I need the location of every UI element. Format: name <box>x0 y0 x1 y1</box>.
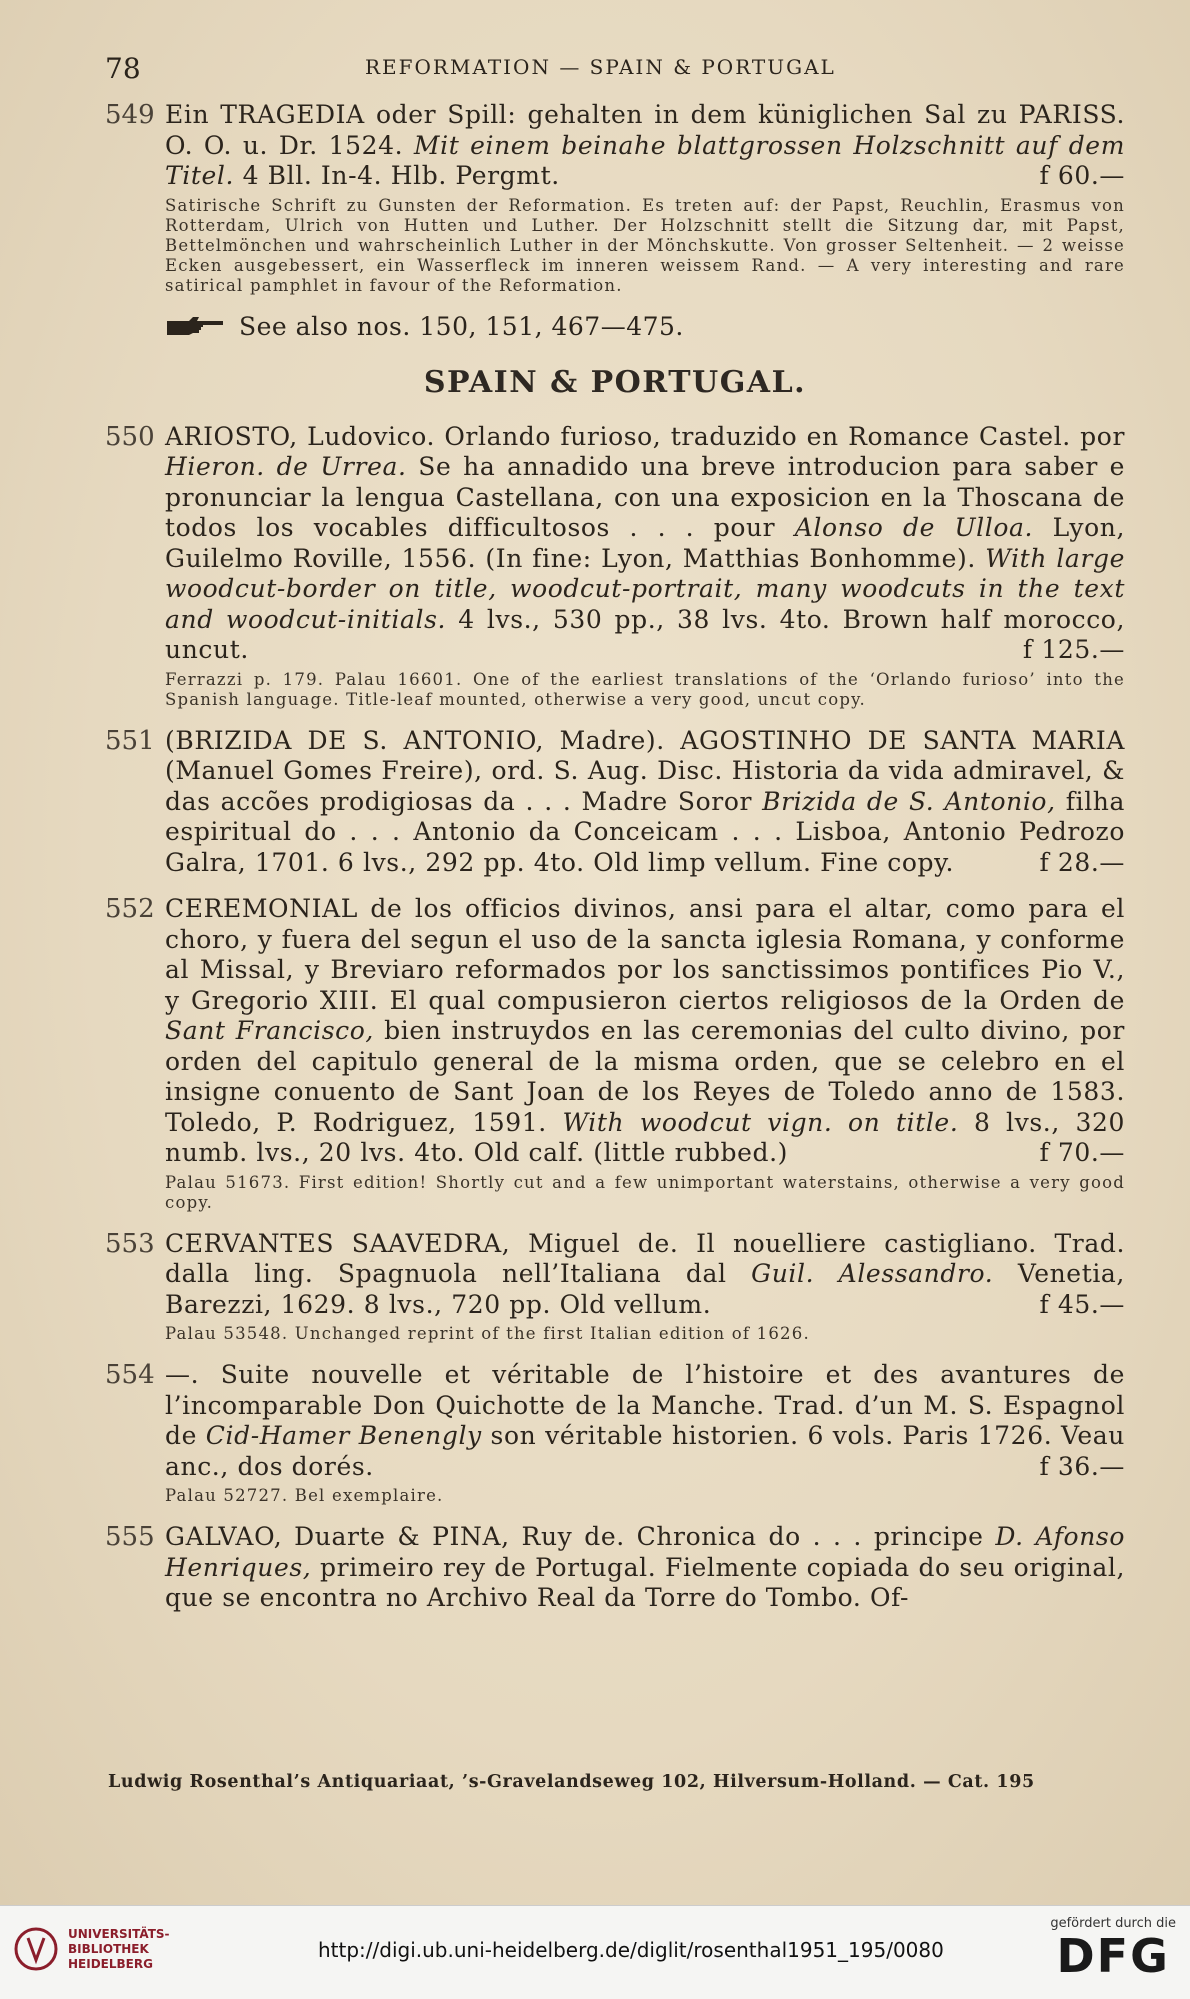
price: f 36.— <box>1039 1451 1125 1481</box>
entry-text-part: CEREMONIAL de los officios divinos, ansi para el altar, como para el choro, y fuera del segun el uso de la sancta iglesia Romana, y conforme al Missal, y Breviaro reformados por los sanctissimos pontifices Pio V., y Gregorio XIII. El qual compusieron ciertos religiosos de la Orden de <box>165 894 1125 1015</box>
page-number: 78 <box>105 52 141 85</box>
see-also-text: See also nos. 150, 151, 467—475. <box>239 311 684 341</box>
university-library-logo[interactable] <box>14 1924 178 1974</box>
price: f 60.— <box>1039 161 1125 190</box>
entry-text-part: primeiro rey de Portugal. Fielmente copiada do seu original, que se encontra no Archivo Real da Torre do Tombo. Of- <box>165 1552 1125 1612</box>
entry-text <box>165 726 1125 879</box>
price: f 45.— <box>1039 1289 1125 1319</box>
pointing-hand-icon <box>165 315 225 337</box>
funding-caption: gefördert durch die <box>1050 1916 1176 1931</box>
entry-italic: Cid-Hamer Benengly <box>205 1421 482 1450</box>
entry-number: 554 <box>105 1360 155 1390</box>
entry-italic: With large woodcut-border on title, woodcut-portrait, many woodcuts in the text and woodcut-initials. <box>165 543 1125 634</box>
entry-text-part: CERVANTES SAAVEDRA, Miguel de. Il nouelliere castigliano. Trad. dalla ling. Spagnuola nell’Italiana dal <box>165 1228 1125 1288</box>
entry-text-part: filha espiritual do . . . Antonio da Conceicam . . . Lisboa, Antonio Pedrozo Galra, 1701. 6 lvs., 292 pp. 4to. Old limp vellum. Fine copy. <box>165 786 1125 877</box>
price: f 28.— <box>1039 847 1125 877</box>
entry-text-part: GALVAO, Duarte & PINA, Ruy de. Chronica do . . . principe <box>165 1522 996 1551</box>
entry-text <box>165 1360 1125 1482</box>
permalink-url[interactable]: http://digi.ub.uni-heidelberg.de/diglit/rosenthal1951_195/0080 <box>318 1938 944 1962</box>
entry-text <box>165 1522 1125 1614</box>
entry-text <box>165 100 1125 192</box>
entry-number: 552 <box>105 894 155 924</box>
entry-note: Satirische Schrift zu Gunsten der Reformation. Es treten auf: der Papst, Reuchlin, Erasmus von Rotterdam, Ulrich von Hutten und Luther. Der Holzschnitt stellt die Sitzung dar, mit Papst, Bettelmönchen und wahrscheinlich Luther in der Mönchskutte. Von grosser Seltenheit. — 2 weisse Ecken ausgebessert, ein Wasserfleck im inneren weissem Rand. — A very interesting and rare satirical pamphlet in favour of the Reformation. <box>165 195 1125 295</box>
entry-text-part: bien instruydos en las ceremonias del culto divino, por orden del capitulo general de la misma orden, que se celebro en el insigne conuento de Sant Joan de los Reyes de Toledo anno de 1583. Toledo, P. Rodriguez, 1591. <box>165 1016 1125 1137</box>
entry-text-part: Venetia, Barezzi, 1629. 8 lvs., 720 pp. Old vellum. <box>165 1259 1125 1319</box>
dfg-funding[interactable] <box>1050 1916 1176 1981</box>
entry-italic: Alonso de Ulloa. <box>794 513 1034 542</box>
entry-italic: Sant Francisco, <box>165 1016 374 1045</box>
catalog-entry-549 <box>105 100 1125 296</box>
price: f 125.— <box>1022 635 1125 664</box>
entry-note: Palau 53548. Unchanged reprint of the first Italian edition of 1626. <box>165 1324 810 1343</box>
entry-text-part: 4 lvs., 530 pp., 38 lvs. 4to. Brown half morocco, uncut. <box>165 604 1125 664</box>
entry-text-part: (BRIZIDA DE S. ANTONIO, Madre). AGOSTINHO DE SANTA MARIA (Manuel Gomes Freire), ord. S. Aug. Disc. Historia da vida admiravel, & das accões prodigiosas da . . . Madre Soror <box>165 725 1125 816</box>
entry-text-part: —. Suite nouvelle et véritable de l’histoire et des avantures de l’incomparable Don Quichotte de la Manche. Trad. d’un M. S. Espagnol de <box>165 1360 1125 1450</box>
entry-number: 555 <box>105 1522 155 1552</box>
entry-text <box>165 1229 1125 1321</box>
page-content <box>105 100 1125 1630</box>
catalog-entry-554 <box>105 1360 1125 1506</box>
entry-italic: Brizida de S. Antonio, <box>762 786 1056 816</box>
dfg-logo: DFG <box>1056 1929 1170 1983</box>
running-title: REFORMATION — SPAIN & PORTUGAL <box>365 55 836 79</box>
viewer-footer-bar <box>0 1905 1190 1999</box>
entry-note: Palau 51673. First edition! Shortly cut and a few unimportant waterstains, otherwise a very good copy. <box>165 1172 1125 1212</box>
catalog-entry-553 <box>105 1229 1125 1345</box>
entry-text-part: 4 Bll. In-4. Hlb. Pergmt. <box>234 161 560 190</box>
entry-italic: D. Afonso Henriques, <box>165 1522 1125 1582</box>
entry-text-part: 8 lvs., 320 numb. lvs., 20 lvs. 4to. Old calf. (little rubbed.) <box>165 1107 1125 1167</box>
entry-italic: Mit einem beinahe blattgrossen Holzschnitt auf dem Titel. <box>165 130 1126 190</box>
entry-number: 553 <box>105 1228 155 1259</box>
entry-text-part: Lyon, Guilelmo Roville, 1556. (In fine: Lyon, Matthias Bonhomme). <box>165 513 1125 573</box>
catalog-entry-555 <box>105 1522 1125 1614</box>
see-also <box>165 312 1125 341</box>
entry-italic: Hieron. de Urrea. <box>165 452 407 481</box>
entry-number: 551 <box>105 725 155 756</box>
section-title: SPAIN & PORTUGAL. <box>423 364 807 400</box>
entry-text-part: Ein TRAGEDIA oder Spill: gehalten in dem küniglichen Sal zu PARISS. O. O. u. Dr. 1524. <box>165 100 1125 160</box>
entry-note: Ferrazzi p. 179. Palau 16601. One of the earliest translations of the ‘Orlando furioso’ into the Spanish language. Title-leaf mounted, otherwise a very good, uncut copy. <box>165 669 1125 709</box>
entry-text-part: Se ha annadido una breve introducion para saber e pronunciar la lengua Castellana, con una exposicion en la Thoscana de todos los vocables difficultosos . . . pour <box>165 452 1126 542</box>
entry-note: Palau 52727. Bel exemplaire. <box>165 1486 444 1505</box>
page-header <box>105 52 1125 92</box>
page-footer: Ludwig Rosenthal’s Antiquariaat, ’s-Gravelandseweg 102, Hilversum-Holland. — Cat. 195 <box>108 1772 1035 1792</box>
entry-italic: Guil. Alessandro. <box>751 1259 994 1288</box>
entry-text <box>165 894 1125 1169</box>
price: f 70.— <box>1039 1138 1125 1167</box>
entry-number: 550 <box>105 421 155 452</box>
entry-text <box>165 422 1125 666</box>
institution-name: UNIVERSITÄTS- BIBLIOTHEK HEIDELBERG <box>68 1926 170 1971</box>
catalog-entry-551 <box>105 726 1125 879</box>
entry-number: 549 <box>105 100 155 130</box>
catalog-entry-550 <box>105 422 1125 710</box>
catalog-entry-552 <box>105 894 1125 1213</box>
heidelberg-seal-icon <box>14 1924 58 1974</box>
entry-text-part: son véritable historien. 6 vols. Paris 1726. Veau anc., dos dorés. <box>165 1421 1125 1481</box>
entry-text-part: ARIOSTO, Ludovico. Orlando furioso, traduzido en Romance Castel. por <box>165 421 1125 451</box>
entry-italic: With woodcut vign. on title. <box>562 1107 959 1137</box>
